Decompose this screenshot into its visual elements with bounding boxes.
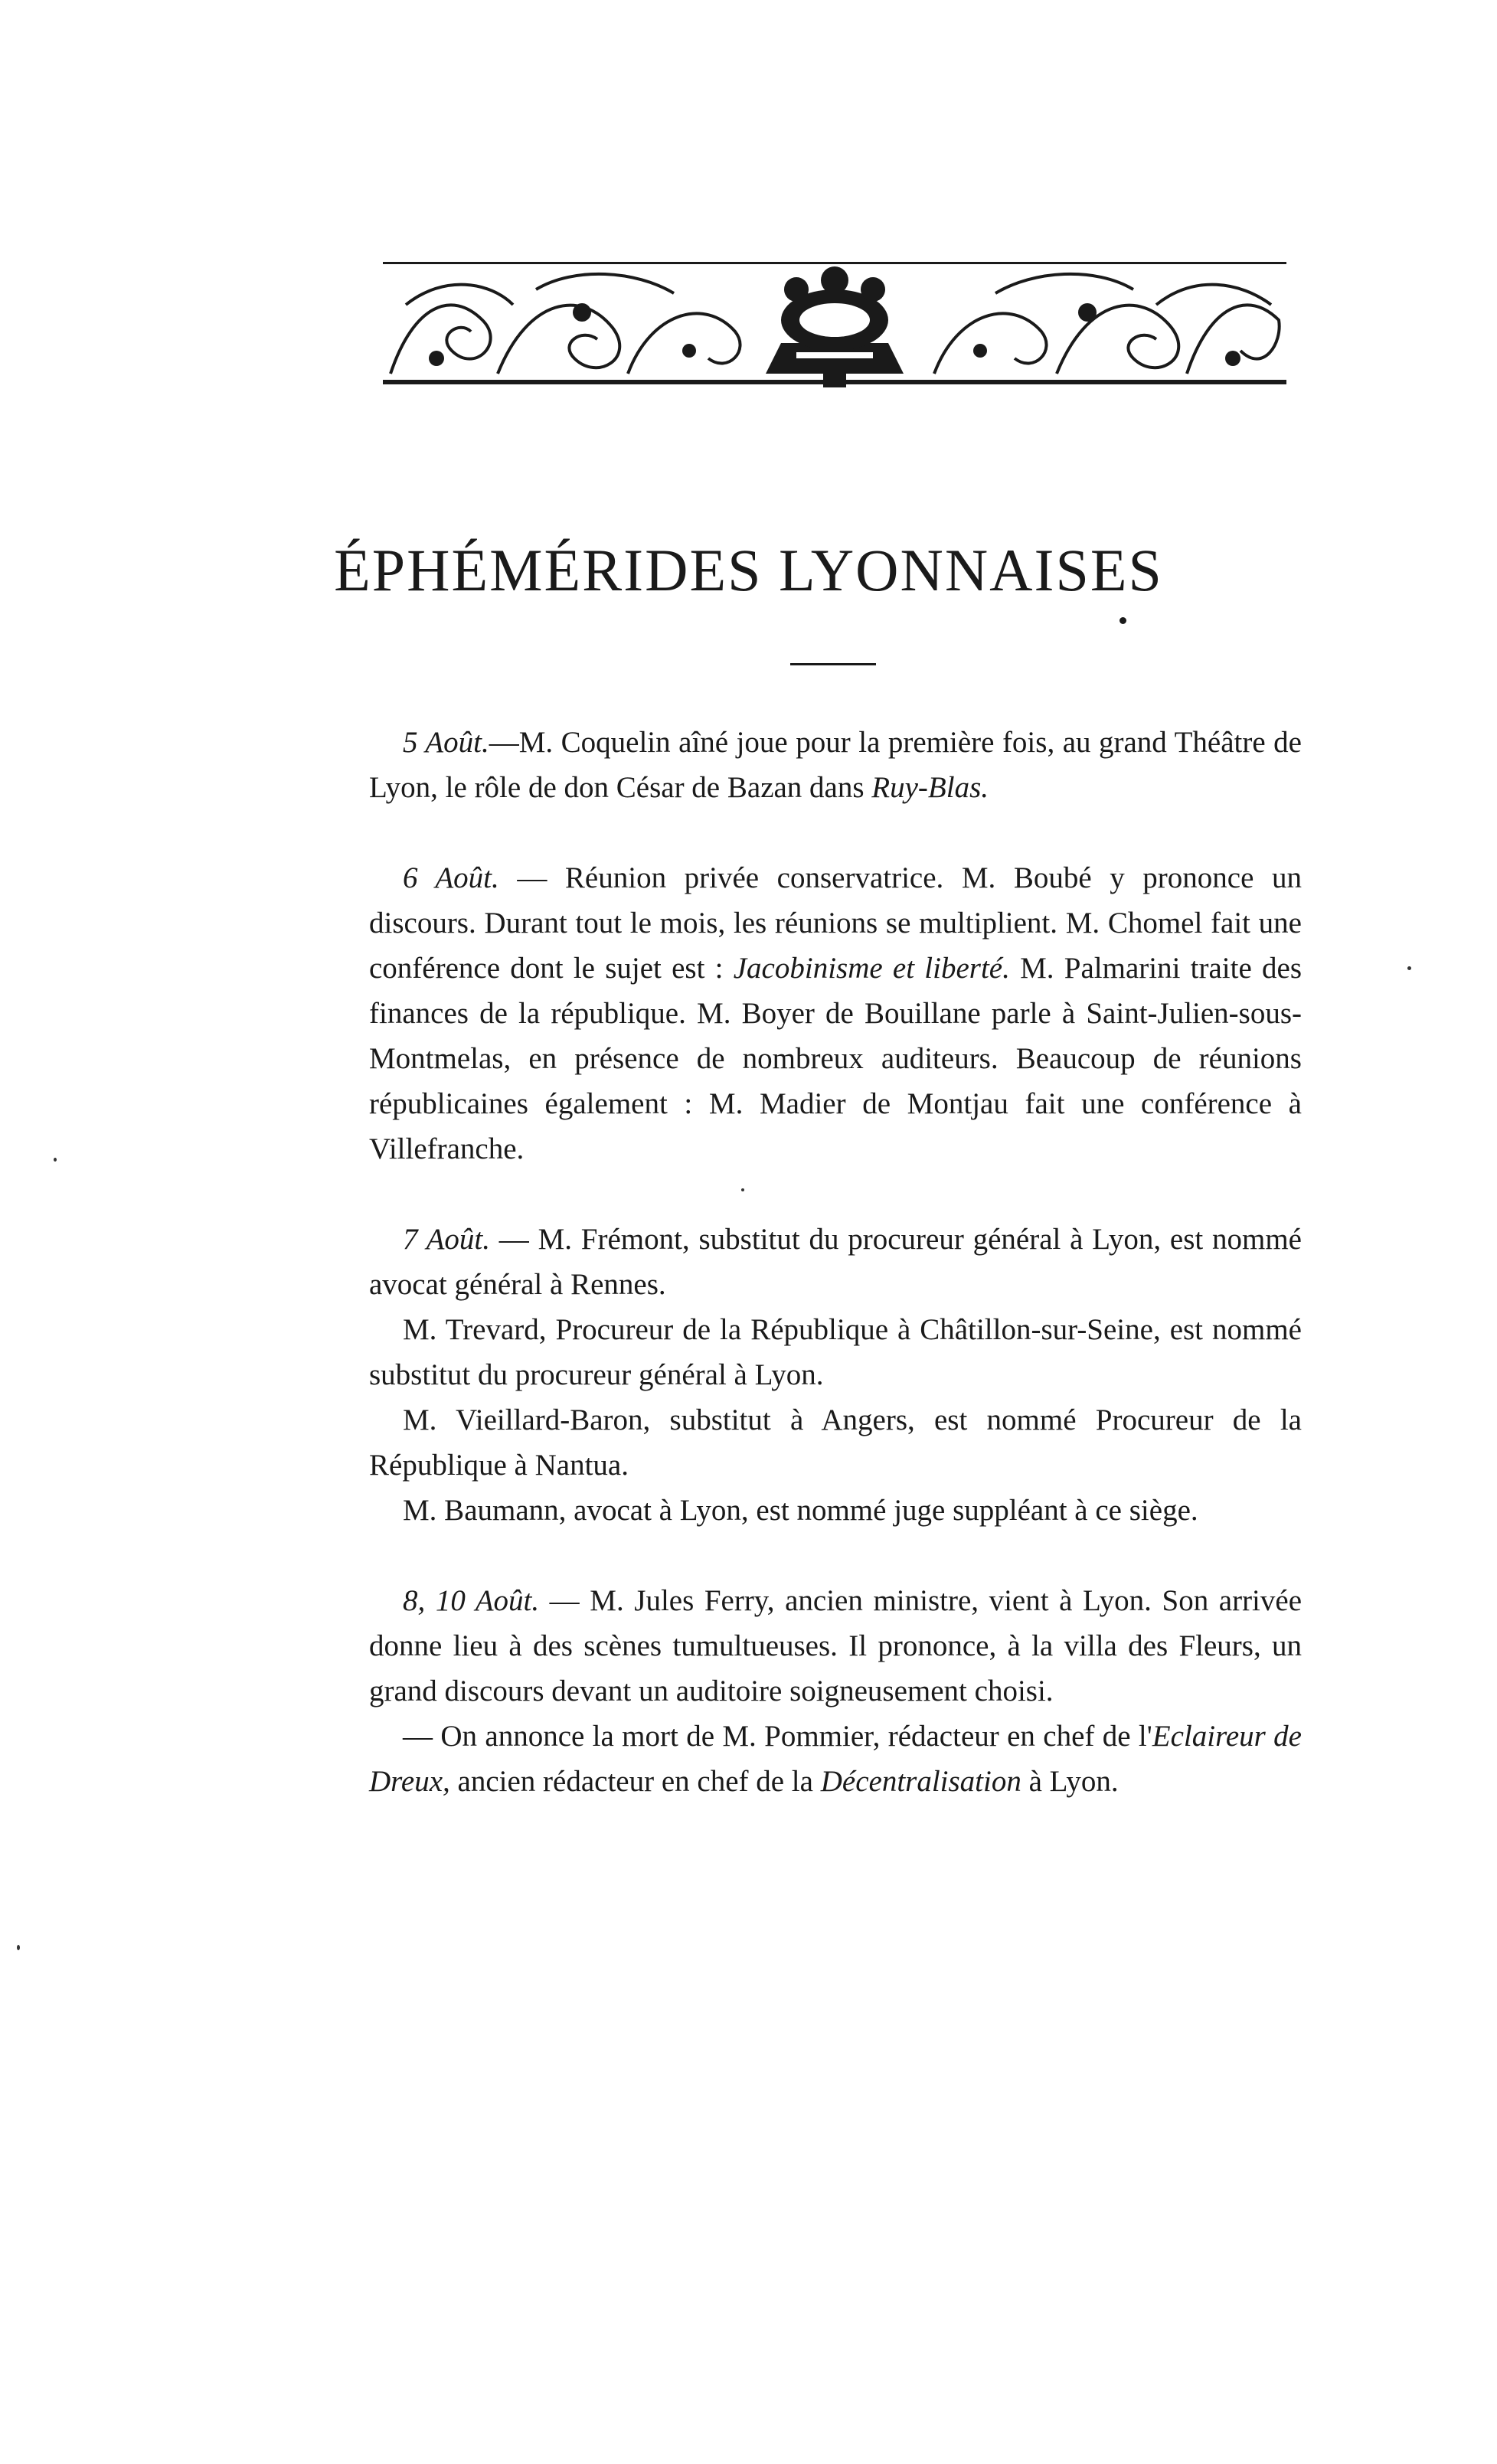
entry-date: 5 Août. bbox=[403, 726, 489, 759]
entry-date: 8, 10 Août. bbox=[403, 1584, 540, 1617]
italic-title-text: Jacobinisme et liberté. bbox=[733, 952, 1010, 985]
print-speck bbox=[1407, 966, 1411, 970]
entry-text: ancien rédacteur en chef de la bbox=[449, 1765, 821, 1798]
entry-text: — On annonce la mort de M. Pommier, rédacteur en chef de l' bbox=[403, 1720, 1152, 1753]
entry-paragraph bbox=[369, 1578, 1302, 1714]
date-separator: — bbox=[539, 1584, 590, 1617]
diary-entry bbox=[369, 1217, 1302, 1533]
entry-paragraph bbox=[369, 1488, 1302, 1533]
date-separator: — bbox=[489, 726, 519, 759]
print-speck bbox=[741, 1188, 744, 1191]
date-separator: — bbox=[490, 1223, 538, 1256]
title-divider bbox=[790, 663, 876, 665]
diary-entry bbox=[369, 1578, 1302, 1804]
entry-date: 6 Août. bbox=[403, 861, 499, 894]
entries-list bbox=[369, 720, 1302, 1849]
entry-text: M. Coquelin aîné joue pour la première fois, au grand Théâtre de Lyon, le rôle de don César de Bazan dans bbox=[369, 726, 1302, 804]
entry-paragraph bbox=[369, 1217, 1302, 1307]
title-dot-mark bbox=[1119, 617, 1126, 624]
entry-text: Réunion privée conservatrice. M. Boubé y prononce un discours. Durant tout le mois, les réunions se multiplient. M. Chomel fait une conférence dont le sujet est : bbox=[369, 861, 1302, 985]
ornament-header-band bbox=[383, 259, 1286, 389]
entry-paragraph bbox=[369, 1397, 1302, 1488]
entry-text: M. Jules Ferry, ancien ministre, vient à Lyon. Son arrivée donne lieu à des scènes tumultueuses. Il prononce, à la villa des Fleurs, un grand discours devant un auditoire soigneusement choisi. bbox=[369, 1584, 1303, 1707]
italic-title-text: Eclaireur de Dreux, bbox=[369, 1720, 1302, 1798]
entry-text: M. Trevard, Procureur de la République à Châtillon-sur-Seine, est nommé substitut du procureur général à Lyon. bbox=[369, 1313, 1302, 1391]
entry-text: à Lyon. bbox=[1021, 1765, 1119, 1798]
entry-paragraph bbox=[369, 720, 1302, 810]
italic-title-text: Ruy-Blas. bbox=[871, 771, 989, 804]
italic-title-text: Décentralisation bbox=[820, 1765, 1021, 1798]
print-speck bbox=[17, 1945, 20, 1950]
diary-entry bbox=[369, 720, 1302, 810]
entry-paragraph bbox=[369, 1307, 1302, 1397]
diary-entry bbox=[369, 855, 1302, 1172]
entry-date: 7 Août. bbox=[403, 1223, 490, 1256]
entry-text: M. Baumann, avocat à Lyon, est nommé juge suppléant à ce siège. bbox=[403, 1494, 1198, 1527]
entry-paragraph bbox=[369, 1714, 1302, 1804]
entry-text: M. Frémont, substitut du procureur général à Lyon, est nommé avocat général à Rennes. bbox=[369, 1223, 1302, 1301]
entry-text: M. Vieillard-Baron, substitut à Angers, est nommé Procureur de la République à Nantua. bbox=[369, 1404, 1302, 1482]
date-separator: — bbox=[498, 861, 565, 894]
page-title: ÉPHÉMÉRIDES LYONNAISES bbox=[334, 537, 1163, 603]
entry-text: M. Palmarini traite des finances de la république. M. Boyer de Bouillane parle à Saint-Julien-sous-Montmelas, en présence de nombreux auditeurs. Beaucoup de réunions républicaines également : M. Madier de Montjau fait une conférence à Villefranche. bbox=[369, 952, 1302, 1165]
print-speck bbox=[54, 1158, 57, 1162]
entry-paragraph bbox=[369, 855, 1302, 1172]
